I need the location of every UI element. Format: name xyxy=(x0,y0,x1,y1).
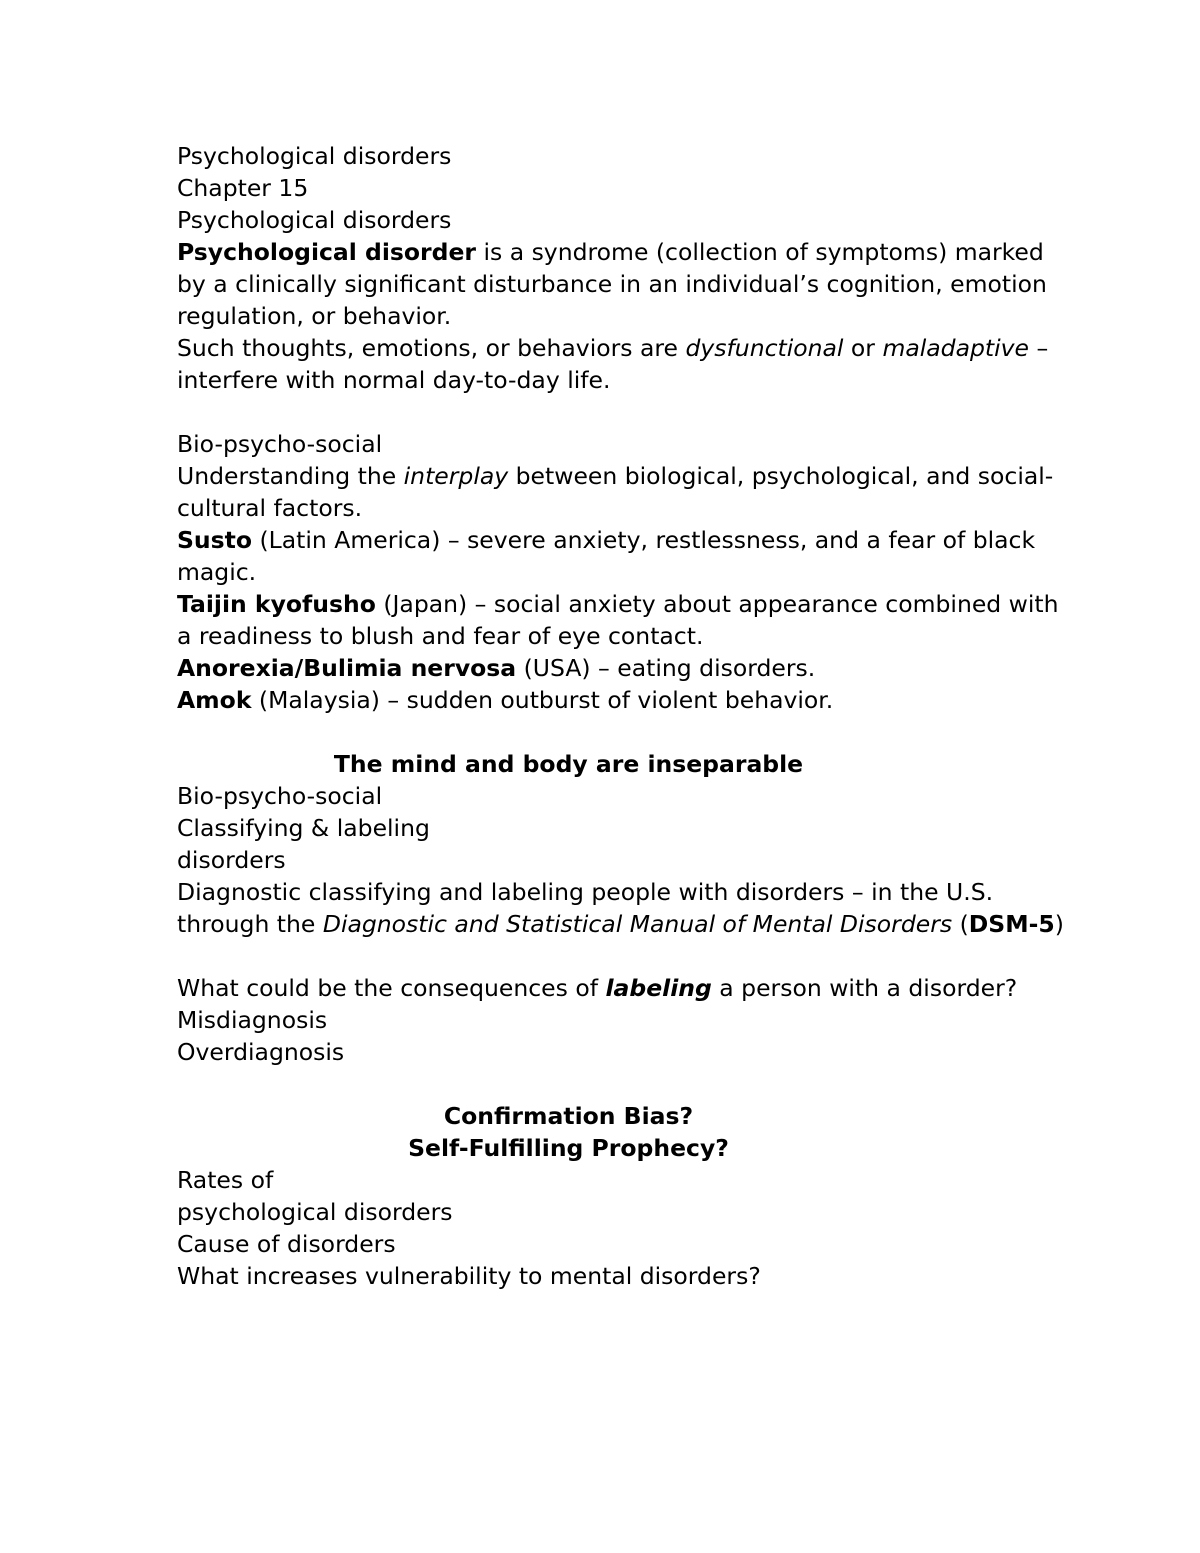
taijin-text: (Japan) – social anxiety about appearance combined with a readiness to blush and fear of eye contact. xyxy=(177,590,1059,650)
dysfunctional-term: dysfunctional xyxy=(685,334,844,362)
anorexia-text: (USA) – eating disorders. xyxy=(516,654,816,682)
interplay-text-b: between biological, psychological, and social-cultural factors. xyxy=(177,462,1054,522)
taijin-item xyxy=(177,588,1080,652)
susto-item xyxy=(177,524,1080,588)
dysfunction-text-c: – interfere with normal day-to-day life. xyxy=(177,334,1049,394)
susto-term: Susto xyxy=(177,526,253,554)
definition-paragraph xyxy=(177,236,1080,332)
cause-line: Cause of disorders xyxy=(177,1230,396,1258)
chapter-label: Chapter 15 xyxy=(177,174,309,202)
bio-psycho-social-heading: Bio-psycho-social xyxy=(177,430,383,458)
definition-term: Psychological disorder xyxy=(177,238,476,266)
rates-line-2: psychological disorders xyxy=(177,1198,453,1226)
dysfunction-text-a: Such thoughts, emotions, or behaviors are xyxy=(177,334,686,362)
overdiagnosis-item: Overdiagnosis xyxy=(177,1038,345,1066)
interplay-term: interplay xyxy=(403,462,509,490)
labeling-question xyxy=(177,972,1080,1004)
question-text-b: a person with a disorder? xyxy=(711,974,1018,1002)
dysfunction-paragraph xyxy=(177,332,1080,396)
rates-line-1: Rates of xyxy=(177,1166,274,1194)
mind-body-heading: The mind and body are inseparable xyxy=(333,750,804,778)
anorexia-item xyxy=(177,652,1080,684)
dsm-text-a: Diagnostic classifying and labeling people with disorders – in the U.S. through the xyxy=(177,878,994,938)
classifying-line-2: disorders xyxy=(177,846,286,874)
dsm-title: Diagnostic and Statistical Manual of Mental Disorders xyxy=(322,910,953,938)
spacer xyxy=(177,1068,1080,1100)
misdiagnosis-item: Misdiagnosis xyxy=(177,1006,328,1034)
bio-psycho-social-line: Bio-psycho-social xyxy=(177,782,383,810)
dsm-abbr: DSM-5 xyxy=(968,910,1055,938)
definition-text: is a syndrome (collection of symptoms) marked by a clinically significant disturbance in an individual’s cognition, emotion regulation, or behavior. xyxy=(177,238,1047,330)
dysfunction-text-b: or xyxy=(843,334,883,362)
dsm-paragraph xyxy=(177,876,1080,940)
question-text-a: What could be the consequences of xyxy=(177,974,606,1002)
dsm-text-c: ) xyxy=(1054,910,1064,938)
vulnerability-question: What increases vulnerability to mental disorders? xyxy=(177,1262,761,1290)
spacer xyxy=(177,716,1080,748)
spacer xyxy=(177,940,1080,972)
section-title: Psychological disorders xyxy=(177,206,452,234)
amok-term: Amok xyxy=(177,686,252,714)
spacer xyxy=(177,396,1080,428)
doc-title: Psychological disorders xyxy=(177,142,452,170)
self-fulfilling-heading: Self-Fulfilling Prophecy? xyxy=(408,1134,729,1162)
susto-text: (Latin America) – severe anxiety, restlessness, and a fear of black magic. xyxy=(177,526,1036,586)
labeling-term: labeling xyxy=(605,974,712,1002)
anorexia-term: Anorexia/Bulimia nervosa xyxy=(177,654,517,682)
classifying-line-1: Classifying & labeling xyxy=(177,814,430,842)
confirmation-bias-heading: Confirmation Bias? xyxy=(443,1102,694,1130)
interplay-paragraph xyxy=(177,460,1080,524)
amok-text: (Malaysia) – sudden outburst of violent behavior. xyxy=(251,686,834,714)
amok-item xyxy=(177,684,1080,716)
interplay-text-a: Understanding the xyxy=(177,462,404,490)
taijin-term: Taijin kyofusho xyxy=(177,590,376,618)
dsm-text-b: ( xyxy=(952,910,969,938)
maladaptive-term: maladaptive xyxy=(882,334,1030,362)
